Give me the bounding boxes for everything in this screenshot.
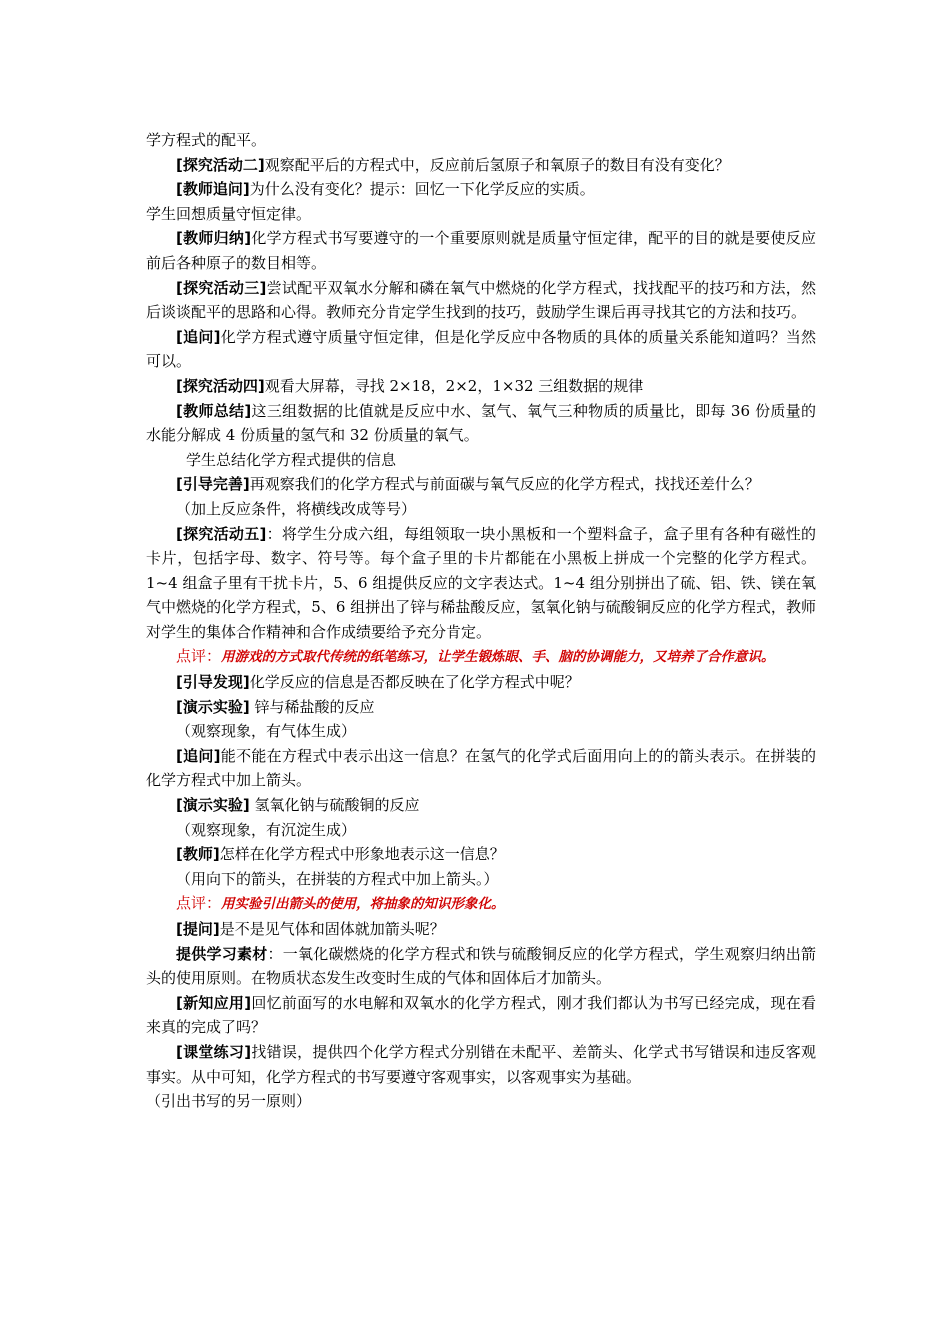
paragraph-text: （引出书写的另一原则） bbox=[146, 1092, 312, 1111]
section-tag: [新知应用] bbox=[176, 993, 252, 1012]
paragraph-text: 锌与稀盐酸的反应 bbox=[249, 697, 375, 716]
paragraph-text: ：将学生分成六组，每组领取一块小黑板和一个塑料盒子，盒子里有各种有磁性的卡片，包括字母、数字、符号等。每个盒子里的卡片都能在小黑板上拼成一个完整的化学方程式。1~4 组盒子里有干扰卡片，5、6 组提供反应的文字表达式。1~4 组分别拼出了硫、铝、铁、镁在氧气中燃烧的化学方程式，5、6 组拼出了锌与稀盐酸反应，氢氧化钠与硫酸铜反应的化学方程式，教师对学生的集体合作精神和合作成绩要给予充分肯定。 bbox=[146, 524, 816, 641]
section-tag: [教师追问] bbox=[176, 180, 250, 199]
paragraph-text: 观看大屏幕，寻找 2×18，2×2，1×32 三组数据的规律 bbox=[264, 376, 644, 395]
section-tag: [探究活动三] bbox=[176, 278, 267, 297]
paragraph bbox=[146, 695, 816, 720]
paragraph bbox=[146, 448, 816, 473]
paragraph bbox=[146, 818, 816, 843]
paragraph bbox=[146, 670, 816, 695]
paragraph-text: 能不能在方程式中表示出这一信息？在氢气的化学式后面用向上的的箭头表示。在拼装的化学方程式中加上箭头。 bbox=[146, 746, 816, 790]
section-tag: [提问] bbox=[176, 920, 220, 938]
paragraph bbox=[146, 867, 816, 892]
paragraph-text: 学方程式的配平。 bbox=[146, 131, 267, 149]
section-tag: [追问] bbox=[176, 746, 221, 765]
paragraph bbox=[146, 325, 816, 374]
paragraph bbox=[146, 1040, 816, 1089]
paragraph bbox=[146, 522, 816, 645]
section-tag: [教师归纳] bbox=[176, 229, 252, 248]
paragraph bbox=[146, 226, 816, 275]
section-tag: [探究活动四] bbox=[176, 376, 265, 395]
paragraph bbox=[146, 153, 816, 178]
paragraph bbox=[146, 128, 816, 153]
comment-paragraph bbox=[146, 644, 816, 670]
section-tag: [引导完善] bbox=[176, 475, 250, 494]
paragraph-text: 尝试配平双氧水分解和磷在氧气中燃烧的化学方程式，找找配平的技巧和方法，然后谈谈配平的思路和心得。教师充分肯定学生找到的技巧，鼓励学生课后再寻找其它的方法和技巧。 bbox=[146, 278, 816, 322]
paragraph bbox=[146, 399, 816, 448]
paragraph bbox=[146, 842, 816, 867]
paragraph-text: （加上反应条件，将横线改成等号） bbox=[176, 499, 417, 518]
section-tag: [探究活动二] bbox=[176, 155, 265, 174]
paragraph-text: 学生总结化学方程式提供的信息 bbox=[186, 450, 397, 469]
comment-label: 点评： bbox=[176, 647, 222, 666]
paragraph bbox=[146, 1089, 816, 1114]
paragraph bbox=[146, 177, 816, 202]
comment-paragraph bbox=[146, 891, 816, 917]
paragraph-text: 找错误，提供四个化学方程式分别错在未配平、差箭头、化学式书写错误和违反客观事实。从中可知，化学方程式的书写要遵守客观事实，以客观事实为基础。 bbox=[146, 1042, 816, 1086]
paragraph-text: 化学方程式遵守质量守恒定律，但是化学反应中各物质的具体的质量关系能知道吗？当然可以。 bbox=[146, 327, 816, 371]
paragraph-text: 再观察我们的化学方程式与前面碳与氧气反应的化学方程式，找找还差什么？ bbox=[249, 475, 760, 494]
paragraph-text: 怎样在化学方程式中形象地表示这一信息？ bbox=[219, 845, 505, 864]
paragraph bbox=[146, 991, 816, 1040]
section-tag: [演示实验] bbox=[176, 697, 250, 716]
paragraph-text: 为什么没有变化？提示：回忆一下化学反应的实质。 bbox=[249, 180, 595, 199]
document-body bbox=[146, 128, 816, 1114]
paragraph-text: 是不是见气体和固体就加箭头呢？ bbox=[219, 920, 445, 938]
paragraph bbox=[146, 793, 816, 818]
section-tag: [演示实验] bbox=[176, 796, 250, 815]
paragraph bbox=[146, 744, 816, 793]
paragraph bbox=[146, 202, 816, 227]
paragraph bbox=[146, 276, 816, 325]
paragraph-text: 化学方程式书写要遵守的一个重要原则就是质量守恒定律，配平的目的就是要使反应前后各种原子的数目相等。 bbox=[146, 229, 816, 272]
paragraph bbox=[146, 719, 816, 744]
paragraph-text: 回忆前面写的水电解和双氧水的化学方程式，刚才我们都认为书写已经完成，现在看来真的完成了吗？ bbox=[146, 993, 816, 1037]
paragraph-text: （观察现象，有沉淀生成） bbox=[176, 820, 357, 839]
section-tag: [引导发现] bbox=[176, 673, 250, 692]
section-tag: [课堂练习] bbox=[176, 1042, 252, 1061]
paragraph-text: 观察配平后的方程式中，反应前后氢原子和氧原子的数目有没有变化？ bbox=[264, 155, 730, 174]
section-tag: [追问] bbox=[176, 327, 221, 346]
paragraph bbox=[146, 472, 816, 497]
section-tag: 提供学习素材 bbox=[176, 944, 268, 963]
paragraph-text: 氢氧化钠与硫酸铜的反应 bbox=[249, 796, 420, 815]
paragraph-text: （观察现象，有气体生成） bbox=[176, 722, 357, 741]
section-tag: [探究活动五] bbox=[176, 524, 267, 543]
paragraph-text: 学生回想质量守恒定律。 bbox=[146, 204, 312, 223]
paragraph bbox=[146, 942, 816, 991]
paragraph-text: 化学反应的信息是否都反映在了化学方程式中呢？ bbox=[249, 673, 580, 692]
paragraph-text: 用实验引出箭头的使用，将抽象的知识形象化。 bbox=[221, 896, 505, 913]
paragraph bbox=[146, 917, 816, 942]
paragraph-text: （用向下的箭头，在拼装的方程式中加上箭头。） bbox=[176, 869, 499, 888]
comment-label: 点评： bbox=[176, 894, 222, 913]
paragraph bbox=[146, 374, 816, 399]
paragraph-text: ：一氧化碳燃烧的化学方程式和铁与硫酸铜反应的化学方程式，学生观察归纳出箭头的使用原则。在物质状态发生改变时生成的气体和固体后才加箭头。 bbox=[146, 944, 816, 988]
paragraph-text: 用游戏的方式取代传统的纸笔练习，让学生锻炼眼、手、脑的协调能力，又培养了合作意识。 bbox=[221, 649, 775, 666]
section-tag: [教师总结] bbox=[176, 401, 252, 420]
section-tag: [教师] bbox=[176, 845, 220, 864]
paragraph bbox=[146, 497, 816, 522]
paragraph-text: 这三组数据的比值就是反应中水、氢气、氧气三种物质的质量比，即每 36 份质量的水能分解成 4 份质量的氢气和 32 份质量的氧气。 bbox=[146, 401, 816, 445]
